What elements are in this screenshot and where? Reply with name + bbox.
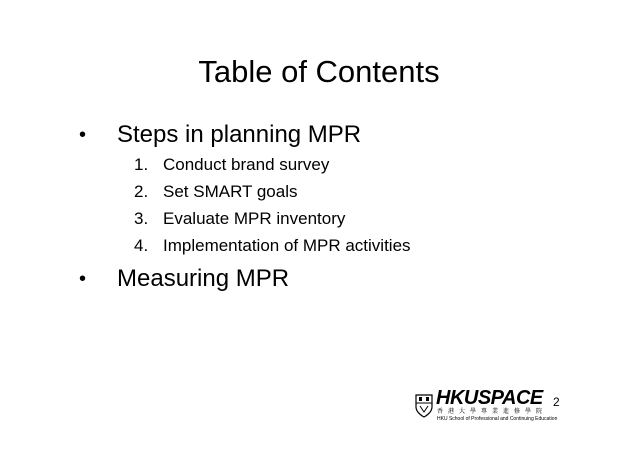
brand-name: HKUSPACE: [436, 387, 543, 409]
list-item-number: 4.: [134, 236, 149, 255]
list-item-text: Set SMART goals: [163, 182, 298, 201]
university-crest-icon: [415, 394, 433, 418]
bullet-marker: •: [79, 268, 87, 290]
list-item-text: Implementation of MPR activities: [163, 236, 411, 255]
footer-logo: [415, 388, 565, 428]
slide-title: Table of Contents: [198, 54, 440, 89]
list-item-text: Evaluate MPR inventory: [163, 209, 346, 228]
brand-chinese-name: 香港大學專業進修學院: [437, 409, 548, 415]
page-number: 2: [553, 395, 560, 409]
bullet-text: Steps in planning MPR: [117, 121, 362, 148]
bullet-text: Measuring MPR: [117, 265, 290, 292]
list-item-number: 2.: [134, 182, 149, 201]
list-item-number: 3.: [134, 209, 149, 228]
list-item-number: 1.: [134, 155, 149, 174]
school-name: HKU School of Professional and Continuing Education: [437, 416, 558, 422]
list-item-text: Conduct brand survey: [163, 155, 330, 174]
bullet-marker: •: [79, 124, 87, 146]
